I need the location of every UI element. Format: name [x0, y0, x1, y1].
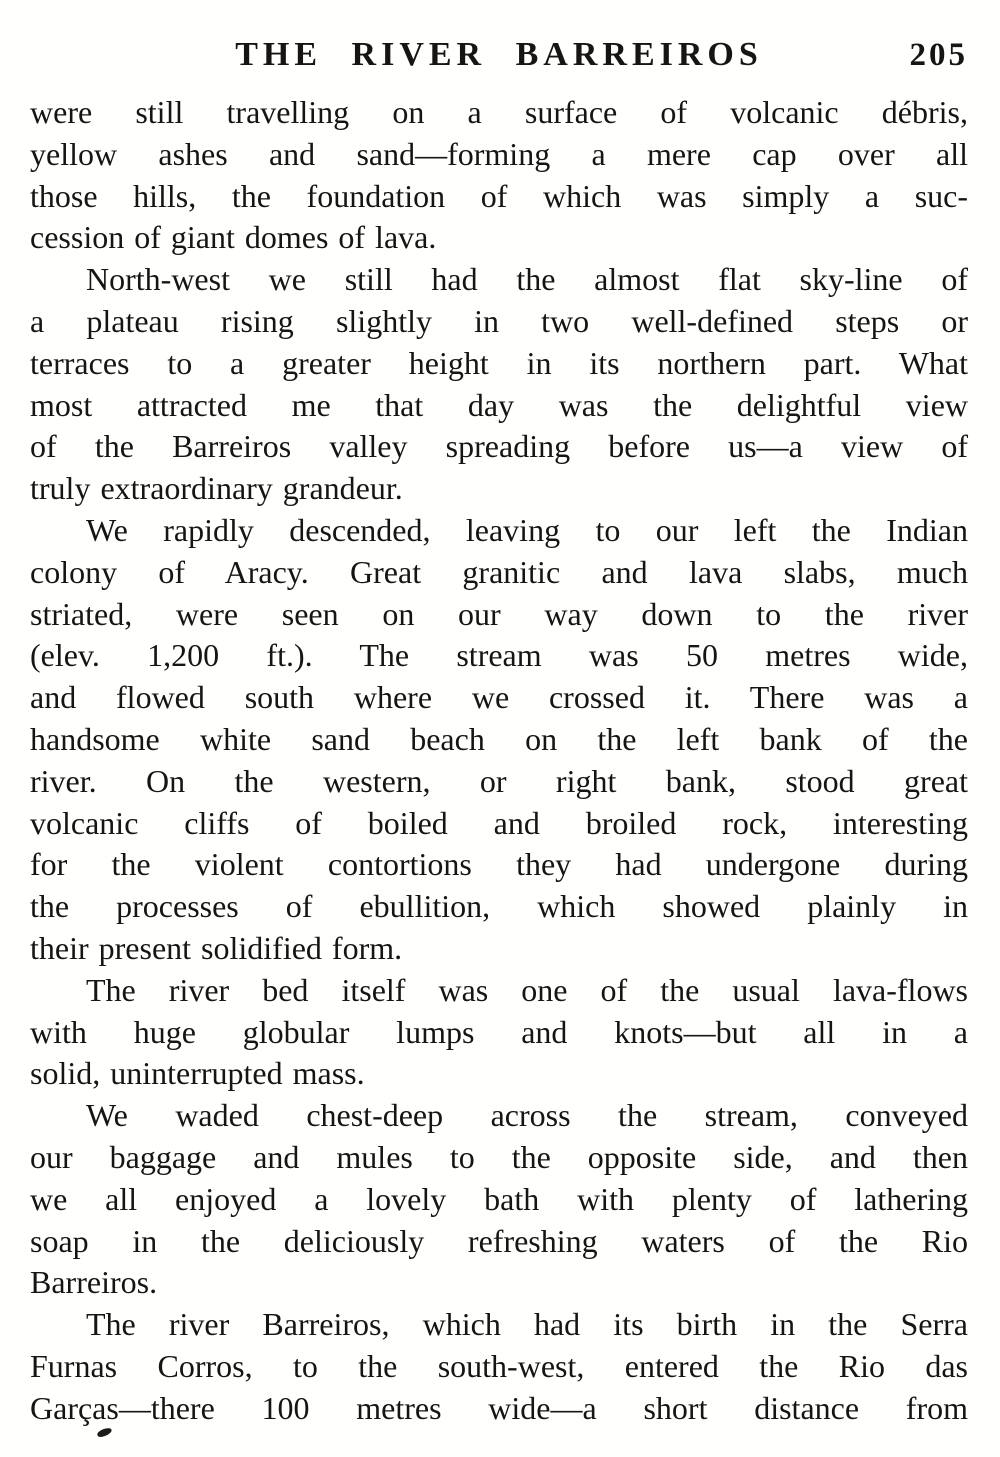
text-line: with huge globular lumps and knots—but all in a [30, 1013, 968, 1050]
text-line: Garças—there 100 metres wide—a short distance from [30, 1389, 968, 1426]
text-line: striated, were seen on our way down to the river [30, 595, 968, 632]
paragraph [30, 1095, 968, 1304]
text-line: Furnas Corros, to the south-west, entered the Rio das [30, 1347, 968, 1384]
text-line: North-west we still had the almost flat sky-line of [86, 261, 968, 298]
text-line: cession of giant domes of lava. [30, 219, 437, 256]
running-header [30, 36, 968, 80]
text-line: The river bed itself was one of the usual lava-flows [86, 971, 968, 1008]
page-title: THE RIVER BARREIROS [235, 36, 763, 73]
text-line: of the Barreiros valley spreading before us—a view of [30, 428, 968, 465]
text-line: river. On the western, or right bank, stood great [30, 762, 968, 799]
text-line: were still travelling on a surface of volcanic débris, [30, 94, 968, 130]
text-line: soap in the deliciously refreshing waters of the Rio [30, 1222, 968, 1259]
text-line: and flowed south where we crossed it. There was a [30, 679, 968, 716]
text-line: we all enjoyed a lovely bath with plenty of lathering [30, 1180, 968, 1217]
paragraph [30, 1304, 968, 1429]
text-line: a plateau rising slightly in two well-defined steps or [30, 302, 968, 339]
paragraph [30, 510, 968, 970]
text-line: We waded chest-deep across the stream, conveyed [86, 1097, 968, 1134]
paragraph [30, 92, 968, 259]
text-line: solid, uninterrupted mass. [30, 1055, 365, 1092]
text-body [30, 92, 968, 1430]
text-line: most attracted me that day was the delightful view [30, 386, 968, 423]
text-line: our baggage and mules to the opposite side, and then [30, 1138, 968, 1175]
text-line: the processes of ebullition, which showed plainly in [30, 888, 968, 925]
text-line: those hills, the foundation of which was simply a suc- [30, 177, 968, 214]
text-line: truly extraordinary grandeur. [30, 470, 403, 507]
text-line: yellow ashes and sand—forming a mere cap over all [30, 135, 968, 172]
paragraph [30, 259, 968, 510]
text-line: their present solidified form. [30, 929, 403, 966]
text-line: terraces to a greater height in its northern part. What [30, 344, 968, 381]
page-number: 205 [909, 37, 968, 73]
text-line: Barreiros. [30, 1264, 158, 1301]
text-line: (elev. 1,200 ft.). The stream was 50 metres wide, [30, 637, 968, 674]
paragraph [30, 970, 968, 1095]
text-line: for the violent contortions they had undergone during [30, 846, 968, 883]
text-line: The river Barreiros, which had its birth in the Serra [86, 1306, 968, 1343]
text-line: volcanic cliffs of boiled and broiled rock, interesting [30, 804, 968, 841]
text-line: handsome white sand beach on the left bank of the [30, 720, 968, 757]
text-line: We rapidly descended, leaving to our left the Indian [86, 511, 968, 548]
text-line: colony of Aracy. Great granitic and lava slabs, much [30, 553, 968, 590]
